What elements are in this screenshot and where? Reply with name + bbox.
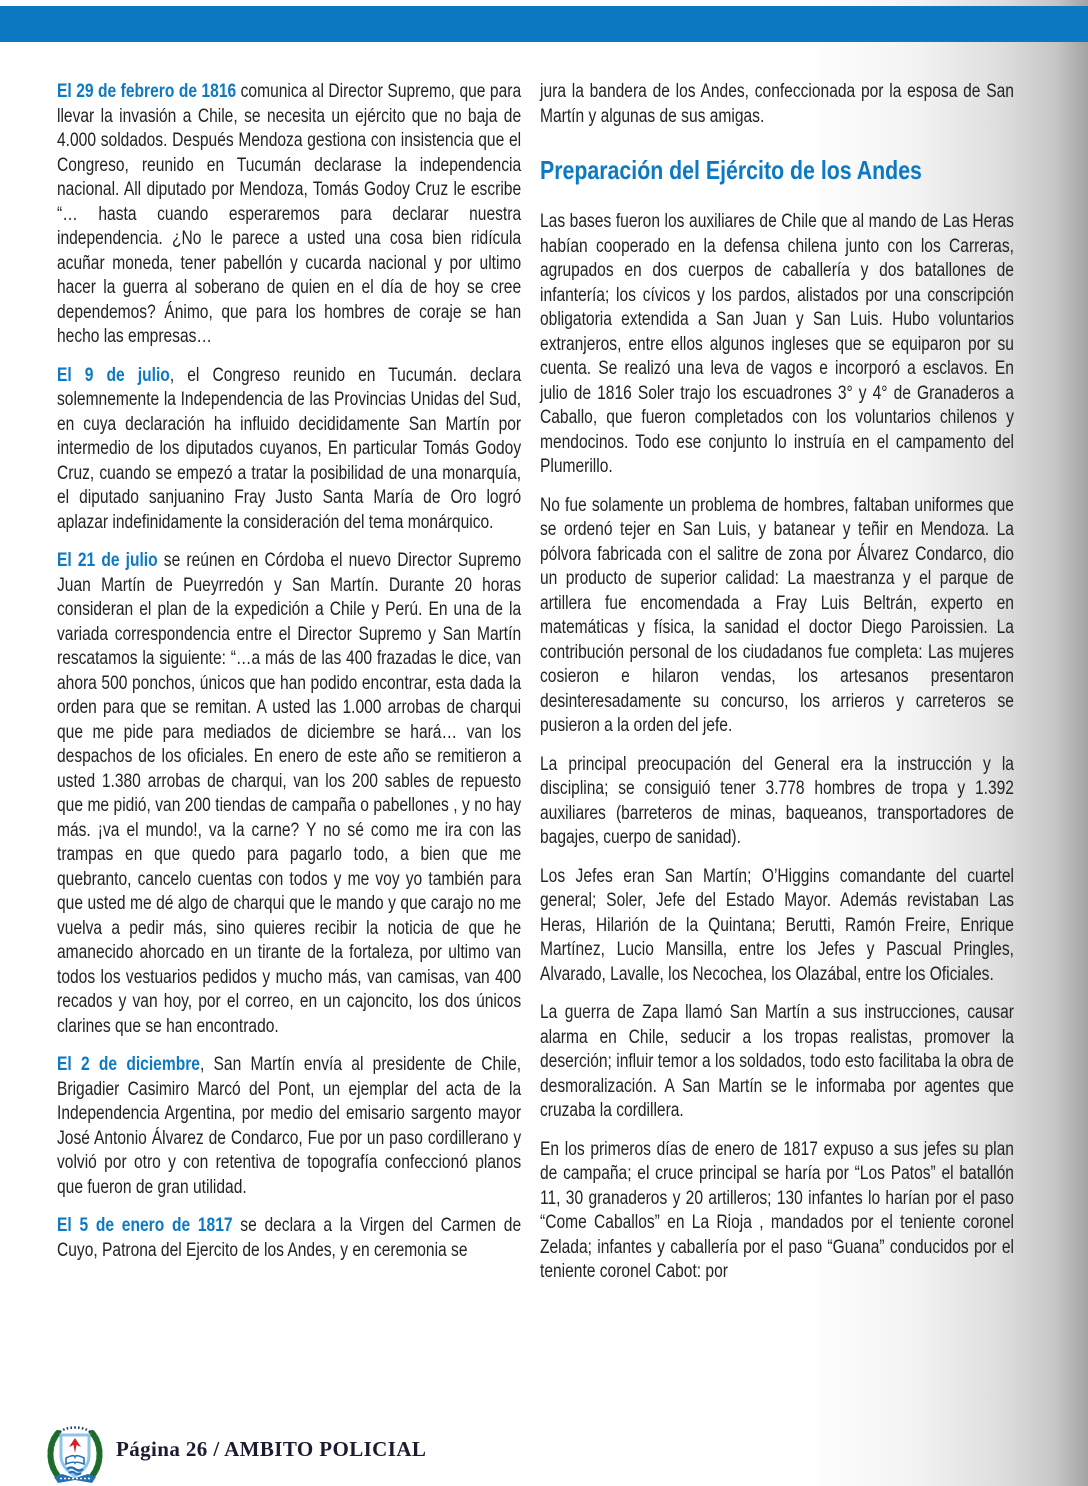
paragraph-text: comunica al Director Supremo, que para llevar la invasión a Chile, se necesita un ejército que no baja de 4.000 soldados. Después Mendoza gestiona con insistencia que el Congreso, reunido en Tucumán declarase la independencia nacional. All diputado por Mendoza, Tomás Godoy Cruz le escribe “… hasta cuando esperaremos para declarar nuestra independencia. ¿No le parece a usted una cosa bien ridícula acuñar moneda, tener pabellón y cucarda nacional y por ultimo hacer la guerra al soberano de quien en el día de hoy se cree dependemos? Ánimo, que para los hombres de coraje se han hecho las empresas… <box>57 81 522 347</box>
body-paragraph <box>57 80 521 350</box>
body-paragraph: La principal preocupación del General era la instrucción y la disciplina; se consiguió tener 3.778 hombres de tropa y 1.392 auxiliares (barreteros de minas, baqueanos, transportadores de bagajes, cuerpo de sanidad). <box>540 753 1014 848</box>
body-paragraph <box>57 1214 521 1263</box>
date-lead: El 29 de febrero de 1816 <box>57 81 237 102</box>
top-blue-bar <box>0 6 1088 42</box>
body-paragraph: La guerra de Zapa llamó San Martín a sus instrucciones, causar alarma en Chile, seducir a los tropas realistas, promover la deserción; influir temor a los soldados, todo esto facilitaba la obra de desmoralización. A San Martín se le informaba por agentes que cruzaba la cordillera. <box>540 1002 1014 1121</box>
page-footer <box>44 1420 426 1486</box>
body-paragraph: No fue solamente un problema de hombres, faltaban uniformes que se ordenó tejer en San Luis, y batanear y teñir en Mendoza. La pólvora fabricada con el salitre de zona por Álvarez Condarco, dio un producto de superior calidad: La maestranza y el parque de artillera fue encomendada a Fray Luis Beltrán, experto en matemáticas y física, la sanidad el doctor Diego Paroissien. La contribución personal de los ciudadanos fue completa: Las mujeres cosieron e hilaron vendas, los artesanos presentaron desinteresadamente su concurso, los arrieros y carreteros se pusieron a la orden del jefe. <box>540 494 1014 736</box>
body-paragraph: En los primeros días de enero de 1817 expuso a sus jefes su plan de campaña; el cruce principal se haría por “Los Patos” el batallón 11, 30 granaderos y 20 artilleros; 130 infantes lo harían por el paso “Come Caballos” en La Rioja , mandados por el teniente coronel Zelada; infantes y caballería por el paso “Guana” conducidos por el teniente coronel Cabot: por <box>540 1138 1014 1282</box>
left-text-column <box>57 80 521 1277</box>
paragraph-text: , San Martín envía al presidente de Chile, Brigadier Casimiro Marcó del Pont, un ejemplar del acta de la Independencia Argentina, por medio del emisario sargento mayor José Antonio Álvarez de Condarco, Fue por un paso cordillerano y volvió por otro y con retentiva de topografía confeccionó planos que fueron de gran utilidad. <box>57 1054 522 1198</box>
date-lead: El 9 de julio <box>57 364 170 386</box>
date-lead: El 21 de julio <box>57 550 158 571</box>
section-heading: Preparación del Ejército de los Andes <box>540 155 922 185</box>
body-paragraph <box>57 1053 521 1200</box>
paragraph-text: se declara a la Virgen del Carmen de Cuyo, Patrona del Ejercito de los Andes, y en ceremonia se <box>57 1215 522 1261</box>
body-paragraph <box>57 549 521 1039</box>
footer-page-label: Página 26 / AMBITO POLICIAL <box>116 1436 427 1461</box>
police-crest-logo <box>44 1420 106 1486</box>
right-text-column <box>540 80 1014 1299</box>
paragraph-text: se reúnen en Córdoba el nuevo Director Supremo Juan Martín de Pueyrredón y San Martín. Durante 20 horas consideran el plan de la expedición a Chile y Perú. En una de la variada correspondencia entre el Director Supremo y San Martín rescatamos la siguiente: “…a más de las 400 frazadas le dice, van ahora 500 ponchos, únicos que han podido encontrar, esta dada la orden para que se remitan. A usted las 1.000 arrobas de charqui que me pide para mediados de diciembre se hará… van los despachos de los oficiales. En enero de este año se remitieron a usted 1.380 arrobas de charqui, van los 200 sables de repuesto que me pidió, van 200 tiendas de campaña o pabellones , y no hay más. ¡va el mundo!, va la carne? Y no sé como me ira con las trampas en que quedo para pagarlo todo, a bien que me quebranto, cancelo cuentas con todos y me voy yo también para que usted me dé algo de charqui que le mando y que carajo no me vuelva a pedir más, sino quieres recibir la noticia de que he amanecido ahorcado en un tirante de la fortaleza, por ultimo van todos los vestuarios pedidos y mucho más, van camisas, van 400 recados y van hoy, por el correo, en un cajoncito, los dos únicos clarines que se han encontrado. <box>57 550 522 1037</box>
body-paragraph <box>57 364 521 536</box>
date-lead: El 2 de diciembre <box>57 1054 200 1075</box>
paragraph-text: , el Congreso reunido en Tucumán. declara solemnemente la Independencia de las Provincias Unidas del Sud, en cuya declaración ha influido decididamente San Martín por intermedio de los diputados cuyanos, En particular Tomás Godoy Cruz, cuando se empezó a tratar la posibilidad de una monarquía, el diputado sanjuanino Fray Justo Santa María de Oro logró aplazar indefinidamente la consideración del tema monárquico. <box>57 364 522 533</box>
body-paragraph: Los Jefes eran San Martín; O’Higgins comandante del cuartel general; Soler, Jefe del Estado Mayor. Además revistaban Las Heras, Hilarión de la Quintana; Berutti, Ramón Freire, Enrique Martínez, Lucio Mansilla, entre los Jefes y Pascual Pringles, Alvarado, Lavalle, los Necochea, los Olazábal, entre los Oficiales. <box>540 865 1014 985</box>
body-paragraph: Las bases fueron los auxiliares de Chile que al mando de Las Heras habían cooperado en la defensa chilena junto con los Carreras, agrupados en dos cuerpos de caballería y dos batallones de infantería; los cívicos y los pardos, alistados por una conscripción obligatoria extendida a San Juan y San Luis. Hubo voluntarios extranjeros, entre ellos algunos ingleses que se equiparon por su cuenta. Se realizó una leva de vagos e incorporó a esclavos. En julio de 1816 Soler trajo los escuadrones 3° y 4° de Granaderos a Caballo, que fueron completados con los voluntarios chilenos y mendocinos. Todo ese conjunto lo instruía en el campamento del Plumerillo. <box>540 211 1014 477</box>
body-paragraph-continuation: jura la bandera de los Andes, confeccionada por la esposa de San Martín y algunas de sus amigas. <box>540 81 1014 127</box>
date-lead: El 5 de enero de 1817 <box>57 1215 233 1236</box>
